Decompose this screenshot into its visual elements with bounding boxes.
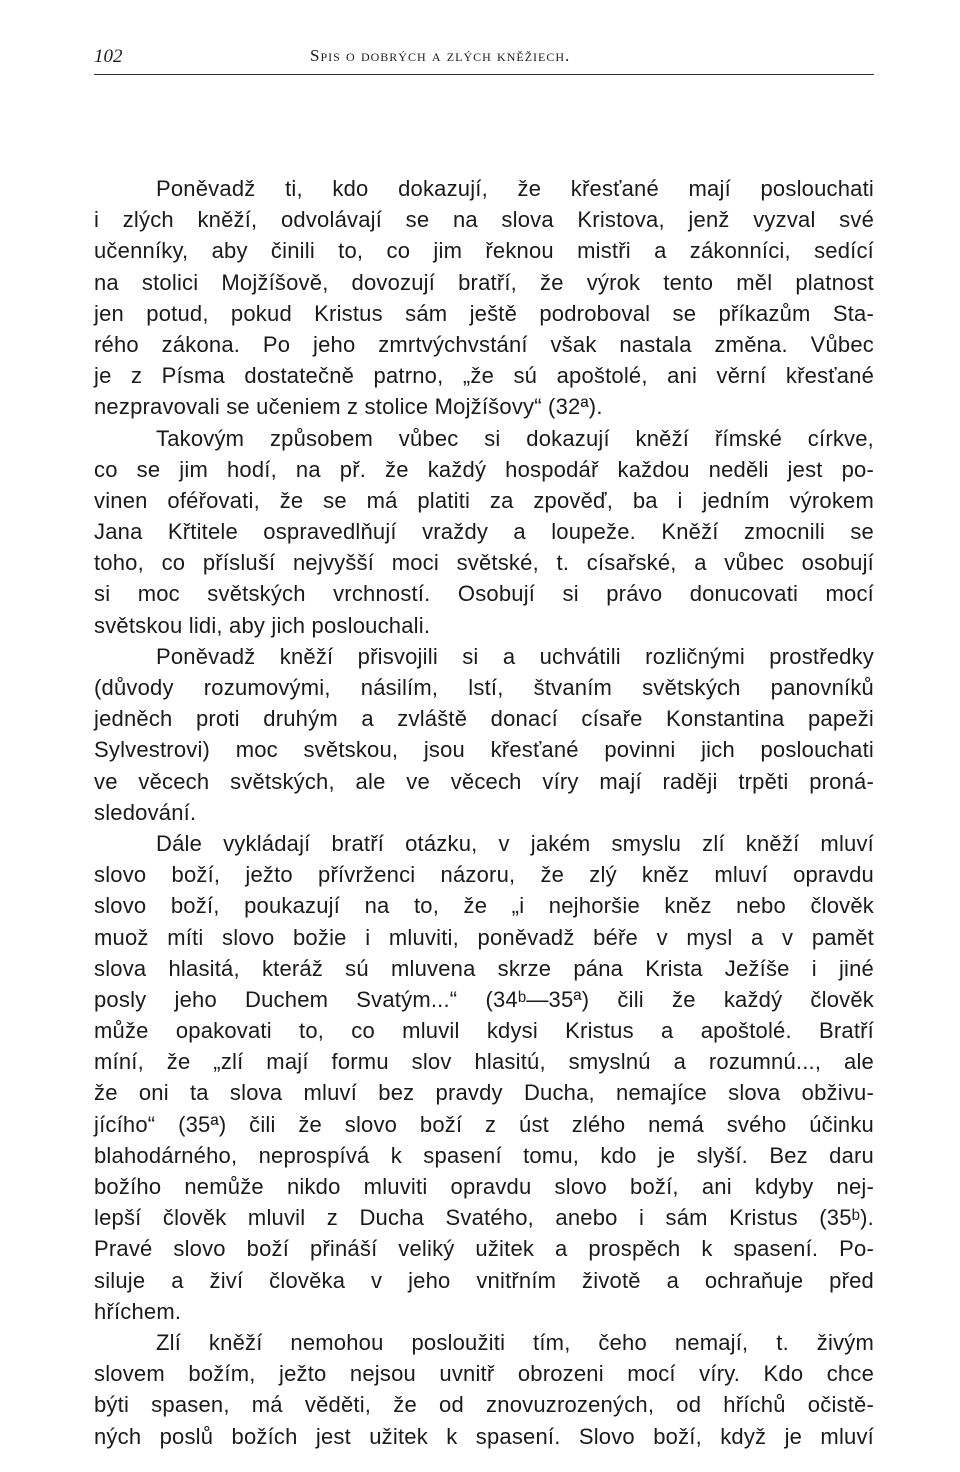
text-line: Dále vykládají bratří otázku, v jakém smyslu zlí kněží mluví: [156, 830, 874, 856]
text-line: muož míti slovo božie i mluviti, poněvadž béře v mysl a v pamět: [94, 924, 874, 950]
text-line: ných poslů božích jest užitek k spasení. Slovo boží, když je mluví: [94, 1423, 874, 1449]
body-text: [94, 173, 874, 1452]
text-line: lepší člověk mluvil z Ducha Svatého, anebo i sám Kristus (35ᵇ).: [94, 1205, 874, 1231]
text-line: Poněvadž ti, kdo dokazují, že křesťané mají poslouchati: [156, 176, 874, 201]
text-line: (důvody rozumovými, násilím, lstí, štvaním světských panovníků: [94, 675, 874, 700]
page-number: 102: [94, 46, 123, 67]
text-line: Takovým způsobem vůbec si dokazují kněží římské církve,: [156, 425, 874, 451]
text-line: býti spasen, má věděti, že od znovuzrozených, od hříchů očistě-: [94, 1392, 874, 1418]
text-line: jen potud, pokud Kristus sám ještě podroboval se příkazům Sta-: [94, 300, 874, 326]
text-line: učenníky, aby činili to, co jim řeknou mistři a zákonníci, sedící: [94, 238, 874, 264]
running-head: Spis o dobrých a zlých kněžiech.: [310, 46, 571, 65]
text-line: ve věcech světských, ale ve věcech víry mají raději trpěti proná-: [94, 768, 874, 794]
text-line: jedněch proti druhým a zvláště donací císaře Konstantina papeži: [94, 706, 874, 732]
text-line: slovo boží, poukazují na to, že „i nejhoršie kněz nebo člověk: [94, 893, 874, 919]
text-line: nezpravovali se učeniem z stolice Mojžíšovy“ (32ª).: [94, 394, 603, 420]
text-line: slovo boží, ježto přívrženci názoru, že zlý kněz mluví opravdu: [94, 862, 874, 888]
text-line: toho, co přísluší nejvyšší moci světské, t. císařské, a vůbec osobují: [94, 550, 874, 576]
text-line: siluje a živí člověka v jeho vnitřním životě a ochraňuje před: [94, 1267, 874, 1293]
text-line: Zlí kněží nemohou posloužiti tím, čeho nemají, t. živým: [156, 1329, 874, 1355]
page-header: [94, 40, 874, 74]
text-line: sledování.: [94, 799, 197, 825]
text-line: Pravé slovo boží přináší veliký užitek a prospěch k spasení. Po-: [94, 1236, 874, 1262]
book-page: [94, 40, 874, 1452]
text-line: i zlých kněží, odvolávají se na slova Kristova, jenž vyzval své: [94, 207, 874, 233]
text-line: posly jeho Duchem Svatým...“ (34ᵇ—35ª) čili že každý člověk: [94, 986, 874, 1012]
text-line: světskou lidi, aby jich poslouchali.: [94, 612, 431, 638]
text-line: slovem božím, ježto nejsou uvnitř obrozeni mocí víry. Kdo chce: [94, 1361, 874, 1387]
text-line: míní, že „zlí mají formu slov hlasitú, smyslnú a rozumnú..., ale: [94, 1049, 874, 1075]
text-line: vinen oféřovati, že se má platiti za zpověď, ba i jedním výrokem: [94, 487, 874, 513]
text-line: Sylvestrovi) moc světskou, jsou křesťané povinni jich poslouchati: [94, 737, 874, 763]
text-line: může opakovati to, co mluvil kdysi Kristus a apoštolé. Bratří: [94, 1018, 874, 1044]
text-line: si moc světských vrchností. Osobují si právo donucovati mocí: [94, 581, 874, 607]
text-line: rého zákona. Po jeho zmrtvýchvstání však nastala změna. Vůbec: [94, 331, 874, 357]
text-line: co se jim hodí, na př. že každý hospodář každou neděli jest po-: [94, 456, 874, 482]
text-line: na stolici Mojžíšově, dovozují bratří, že výrok tento měl platnost: [94, 269, 874, 295]
text-line: slova hlasitá, kteráž sú mluvena skrze pána Krista Ježíše i jiné: [94, 955, 874, 981]
text-line: že oni ta slova mluví bez pravdy Ducha, nemajíce slova obživu-: [94, 1080, 874, 1106]
text-line: Poněvadž kněží přisvojili si a uchvátili rozličnými prostředky: [156, 643, 874, 669]
header-rule: [94, 74, 874, 75]
text-line: božího nemůže nikdo mluviti opravdu slovo boží, ani kdyby nej-: [94, 1174, 874, 1199]
text-line: hříchem.: [94, 1298, 182, 1324]
text-line: Jana Křtitele ospravedlňují vraždy a loupeže. Kněží zmocnili se: [94, 519, 874, 545]
text-line: je z Písma dostatečně patrno, „že sú apoštolé, ani věrní křesťané: [94, 363, 874, 389]
text-line: blahodárného, neprospívá k spasení tomu, kdo je slyší. Bez daru: [94, 1142, 874, 1168]
text-line: jícího“ (35ª) čili že slovo boží z úst zlého nemá svého účinku: [94, 1111, 874, 1137]
